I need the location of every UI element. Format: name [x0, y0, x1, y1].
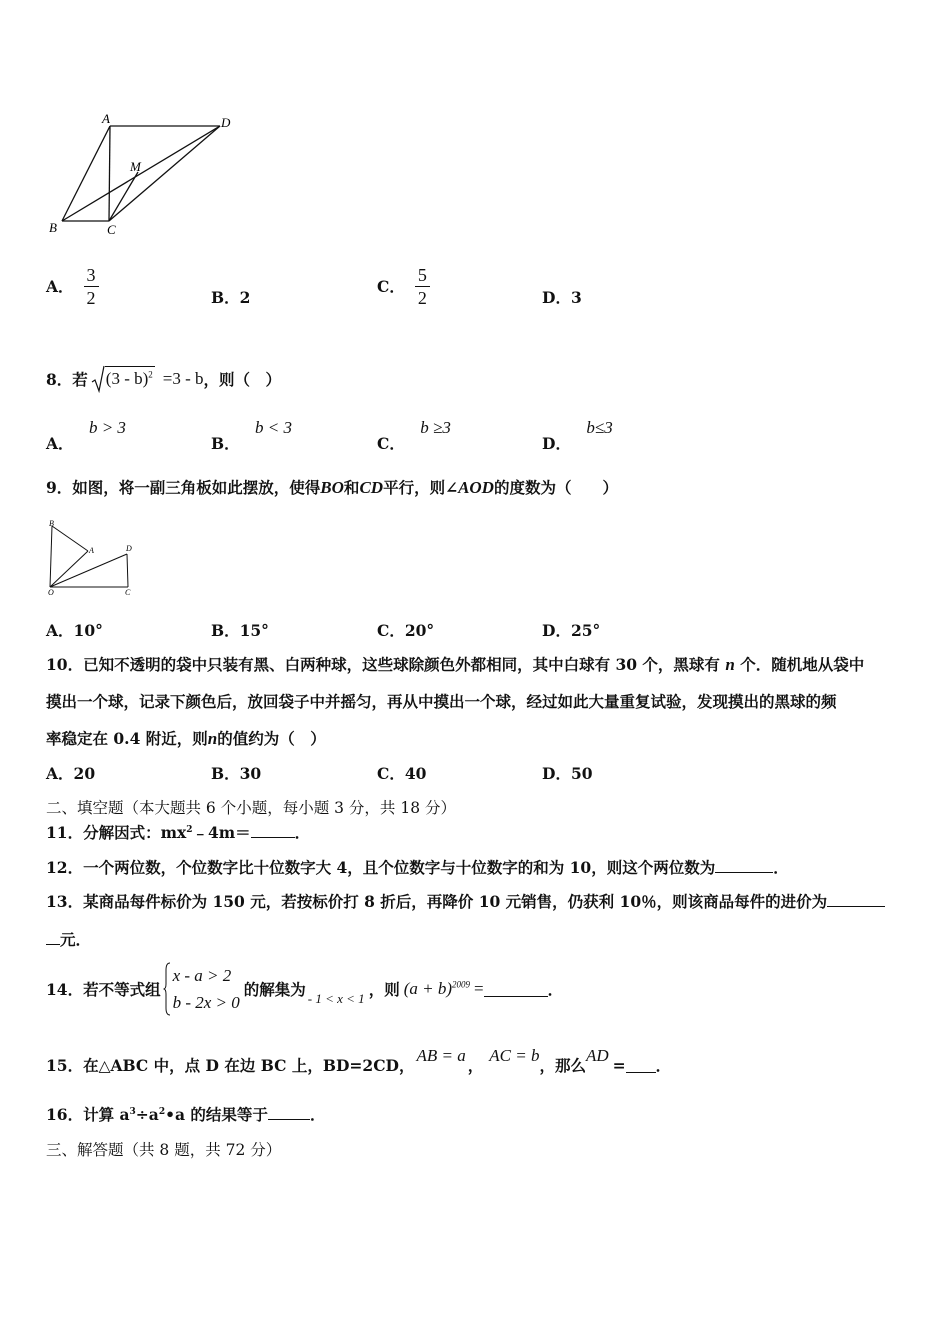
q10-line-1: 10．已知不透明的袋中只装有黑、白两种球，这些球除颜色外都相同，其中白球有 30 个，黑球有 n 个．随机地从袋中	[46, 655, 865, 674]
q7-figure	[40, 110, 250, 240]
q9-label-b: B	[49, 519, 54, 528]
q8-radicand: (3 - b)	[105, 368, 149, 388]
q8-option-c: C． b ≥3	[377, 418, 451, 453]
q13-line-2: 元．	[46, 928, 91, 950]
q8-radical-sign	[91, 365, 105, 393]
q15-vector-ac: AC = b	[489, 1046, 540, 1065]
q14-brace	[163, 962, 171, 1016]
q9-option-a: A．10°	[46, 621, 103, 640]
q7-option-d: D．3	[542, 288, 582, 307]
q9-option-c: C．20°	[377, 621, 435, 640]
q13-answer-blank-cont	[46, 930, 60, 945]
q7-label-d: D	[221, 115, 231, 130]
q16: 16．计算 $a^3\div a^2•a$ 的结果等于 ．	[46, 1105, 326, 1124]
q7-label-c: C	[107, 222, 116, 237]
q7-option-a: A． $\frac{3}{2}$	[46, 262, 99, 310]
q13-line-1: 13．某商品每件标价为 150 元，若按标价打 8 折后，再降价 10 元销售，仍获利 10％，则该商品每件的进价为	[46, 890, 885, 912]
q10-line-3: 率稳定在 0.4 附近，则n的值约为（ ）	[46, 729, 326, 748]
q10-option-d: D．50	[542, 764, 593, 783]
q10-option-b: B．30	[211, 764, 262, 783]
q14-inequality-2: b - 2x > 0	[172, 993, 240, 1012]
q9-label-o: O	[48, 588, 54, 597]
q11-answer-blank	[251, 823, 295, 838]
q14: 14．若不等式组 x - a > 2 b - 2x > 0 的解集为 - 1 < x < 1 ，则 $(a + b)^{2009}$ = ．	[46, 960, 563, 1018]
q15-answer-blank	[626, 1058, 656, 1073]
q9-label-c: C	[125, 588, 131, 597]
section-2-heading: 二、填空题（本大题共 6 个小题，每小题 3 分，共 18 分）	[46, 799, 457, 817]
q9-label-d: D	[126, 544, 132, 553]
q9-label-a: A	[89, 546, 94, 555]
q10-option-a: A．20	[46, 764, 96, 783]
section-3-heading: 三、解答题（共 8 题，共 72 分）	[46, 1141, 282, 1159]
q11: 11．分解因式：$mx^2﹣4m=$ ．	[46, 823, 311, 842]
q12-answer-blank	[715, 858, 773, 873]
q13-answer-blank	[827, 892, 885, 907]
q14-range: - 1 < x < 1	[307, 991, 365, 1006]
q10-option-c: C．40	[377, 764, 427, 783]
q9-stem: 9．如图，将一副三角板如此摆放，使得BO和CD平行，则∠AOD的度数为（ ）	[46, 478, 618, 497]
q14-expression: $(a + b)^{2009}$	[403, 979, 470, 998]
q9-figure	[40, 518, 140, 598]
q7-option-c: C． $\frac{5}{2}$	[377, 262, 430, 310]
q9-option-b: B．15°	[211, 621, 269, 640]
q7-label-b: B	[49, 220, 57, 235]
q15-vector-ad: AD	[585, 1046, 609, 1065]
q8-stem: 8．若 (3 - b)$^2$ =3 - b ，则（ ）	[46, 362, 281, 396]
q9-option-d: D．25°	[542, 621, 601, 640]
q8-option-d: D． b≤3	[542, 418, 613, 453]
q8-option-a: A． b > 3	[46, 418, 126, 453]
q8-exponent: 2	[148, 368, 153, 379]
q16-answer-blank	[268, 1105, 310, 1120]
q15-vector-ab: AB = a	[416, 1046, 466, 1065]
q14-inequality-1: x - a > 2	[172, 966, 232, 985]
q7-label-a: A	[102, 111, 110, 126]
q8-rhs: =3 - b	[162, 369, 204, 388]
q8-option-b: B． b < 3	[211, 418, 292, 453]
q14-answer-blank	[484, 982, 548, 997]
q7-option-b: B．2	[211, 288, 251, 307]
q15: 15．在△ABC 中，点 D 在边 BC 上，BD=2CD， AB = a ， AC = b ，那么 AD = ．	[46, 1046, 672, 1075]
q7-label-m: M	[130, 159, 141, 174]
q12: 12．一个两位数，个位数字比十位数字大 4，且个位数字与十位数字的和为 10，则这个两位数为 ．	[46, 858, 789, 877]
q10-line-2: 摸出一个球，记录下颜色后，放回袋子中并摇匀，再从中摸出一个球，经过如此大量重复试验，发现摸出的黑球的频	[46, 692, 837, 711]
